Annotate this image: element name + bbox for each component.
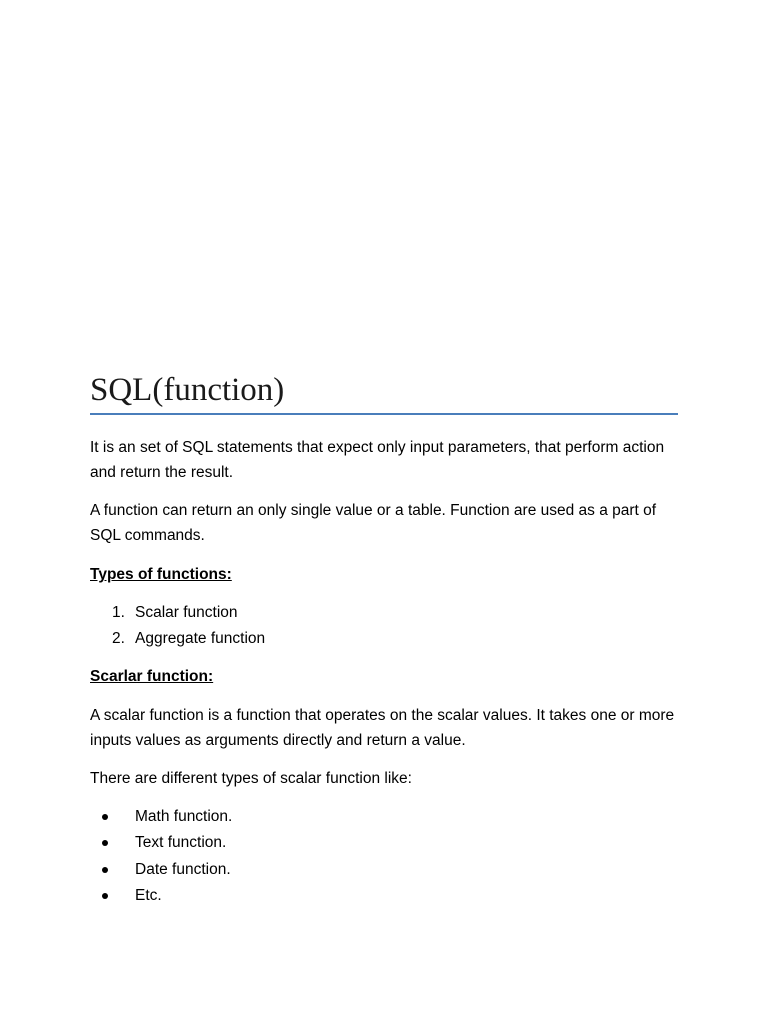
list-item [90, 860, 680, 886]
list-item-text: Math function. [135, 808, 233, 825]
list-item-text: Aggregate function [135, 630, 266, 648]
list-item [90, 603, 680, 629]
list-item [90, 629, 680, 655]
title-underline-rule [90, 413, 678, 415]
list-item-text: Text function. [135, 834, 227, 852]
bullet-icon [102, 893, 108, 899]
return-paragraph: A function can return an only single value or a table. Function are used as a part of SQL commands. [90, 502, 657, 544]
list-item [90, 807, 680, 833]
scalar-paragraph: A scalar function is a function that operates on the scalar values. It takes one or more inputs values as arguments directly and return a value. [90, 707, 675, 749]
bullet-icon [102, 867, 108, 873]
list-item-text: Scalar function [135, 604, 238, 621]
list-item [90, 886, 680, 912]
intro-paragraph: It is an set of SQL statements that expect only input parameters, that perform action and return the result. [90, 439, 665, 481]
list-item-number: 2. [112, 630, 125, 648]
scalar-types-intro: There are different types of scalar function like: [90, 770, 412, 787]
types-heading: Types of functions: [90, 566, 232, 583]
list-item-text: Date function. [135, 860, 231, 878]
list-item [90, 833, 680, 859]
bullet-icon [102, 840, 108, 846]
scalar-heading: Scarlar function: [90, 668, 214, 685]
list-item-text: Etc. [135, 886, 162, 904]
scalar-types-list [90, 807, 680, 912]
list-item-number: 1. [112, 604, 125, 621]
types-list [90, 603, 680, 656]
document-title: SQL(function) [90, 372, 285, 408]
bullet-icon [102, 814, 108, 820]
